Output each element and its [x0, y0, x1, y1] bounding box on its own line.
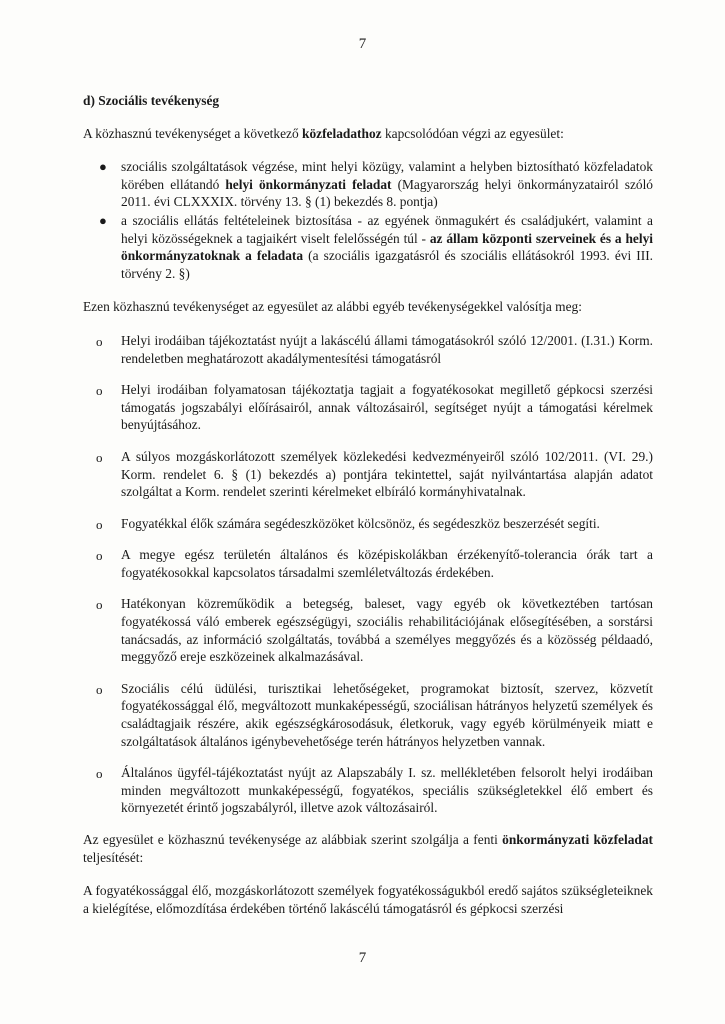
list-item-text: A megye egész területén általános és középiskolákban érzékenyítő-tolerancia órák tart a fogyatékosokkal kapcsolatos társadalmi szemléletváltozás érdekében. [121, 547, 653, 580]
circle-bullet-icon: o [96, 597, 103, 613]
mid-paragraph: Ezen közhasznú tevékenységet az egyesület az alábbi egyéb tevékenységekkel valósítja meg: [83, 299, 582, 315]
final-paragraph: A fogyatékossággal élő, mozgáskorlátozott személyek fogyatékosságukból eredő sajátos szükségleteiknek a kielégítése, előmozdítása érdekében történő lakáscélú támogatásról és gépkocsi szerzési [83, 883, 653, 916]
bullet-text-end: (Magyarország helyi önkormányzatairól szóló 2011. évi CLXXXIX. törvény 13. § (1) bekezdés 8. pontja) [121, 176, 654, 210]
closing-bold: önkormányzati közfeladat [502, 832, 653, 847]
bullet-list [83, 158, 653, 282]
circle-bullet-icon: o [96, 449, 103, 465]
bullet-dot-icon: ● [99, 159, 107, 175]
list-item-text: Helyi irodáiban folyamatosan tájékoztatja tagjait a fogyatékosokat megillető gépkocsi szerzési támogatás jogszabályi előírásairól, annak változásairól, segítséget nyújt a támogatási kérelmek benyújtásához. [121, 382, 653, 433]
closing-text: Az egyesület e közhasznú tevékenysége az alábbiak szerint szolgálja a fenti [83, 832, 503, 847]
list-item-text: Szociális célú üdülési, turisztikai lehetőségeket, programokat biztosít, szervez, közvetít fogyatékossággal élő, megváltozott munkaképességű, szociálisan hátrányos helyzetű személyek és családtagjaik részére, akik egészségkárosodásuk, életkoruk, vagy egyéb körülményeik miatt e szolgáltatások általános igénybevehetősége terén hátrányos helyzetben vannak. [121, 680, 653, 749]
bullet-item [83, 158, 653, 211]
document-body [83, 92, 653, 917]
bullet-text: szociális szolgáltatások végzése, mint helyi közügy, valamint a helyben biztosítható közfeladatok körében ellátandó [121, 159, 653, 192]
circle-bullet-icon: o [96, 333, 103, 349]
list-item [83, 595, 653, 665]
list-item-text: Hatékonyan közreműködik a betegség, baleset, vagy egyéb ok következtében tartósan fogyatékossá váló emberek egészségügyi, szociális rehabilitációjának elősegítésében, a sorstársi tanácsadás, az információ szolgáltatás, továbbá a személyes meggyőzés és a közösség példaadó, meggyőző ereje eszközeinek alkalmazásával. [121, 596, 653, 665]
list-item [83, 680, 653, 750]
list-item-text: A súlyos mozgáskorlátozott személyek közlekedési kedvezményeiről szóló 102/2011. (VI. 29.) Korm. rendelet 6. § (1) bekezdés a) pontjára tekintettel, saját nyilvántartása alapján adatot szolgáltat a Korm. rendelet szerinti kérelmeket elbíráló kormányhivatalnak. [121, 448, 653, 500]
bullet-bold: helyi önkormányzati feladat [225, 176, 392, 192]
bullet-text: a szociális ellátás feltételeinek biztosítása - az egyének önmagukért és családjukért, valamint a helyi közösségeknek a tagjaikért viselt felelősségén túl - [121, 212, 653, 246]
intro-bold: közfeladathoz [302, 125, 382, 141]
list-item [83, 764, 653, 817]
list-item [83, 448, 653, 501]
closing-paragraph [83, 831, 653, 866]
page-number-bottom: 7 [358, 950, 367, 966]
page-number-top: 7 [358, 36, 367, 52]
circle-bullet-icon: o [96, 516, 103, 532]
circle-bullet-icon: o [96, 383, 103, 399]
list-item [83, 546, 653, 581]
activity-list [83, 332, 653, 817]
bullet-bold: az állam központi szerveinek és a helyi önkormányzatoknak a feladata [121, 230, 653, 264]
bullet-item [83, 212, 653, 282]
circle-bullet-icon: o [96, 681, 103, 697]
list-item [83, 381, 653, 434]
intro-paragraph [83, 125, 653, 143]
list-item [83, 332, 653, 367]
intro-text: A közhasznú tevékenységet a következő [83, 125, 303, 141]
section-heading: d) Szociális tevékenység [83, 93, 220, 108]
intro-text-end: kapcsolódóan végzi az egyesület: [381, 125, 564, 141]
circle-bullet-icon: o [96, 766, 103, 782]
list-item-text: Helyi irodáiban tájékoztatást nyújt a lakáscélú állami támogatásokról szóló 12/2001. (I.31.) Korm. rendeletben meghatározott akadálymentesítési támogatásról [121, 332, 653, 366]
list-item-text: Fogyatékkal élők számára segédeszközöket kölcsönöz, és segédeszköz beszerzését segíti. [121, 515, 600, 531]
closing-text-end: teljesítését: [83, 849, 144, 865]
bullet-text-end: (a szociális igazgatásról és szociális ellátásokról 1993. évi III. törvény 2. §) [121, 248, 653, 281]
list-item-text: Általános ügyfél-tájékoztatást nyújt az Alapszabály I. sz. mellékletében felsorolt helyi irodáiban minden megváltozott munkaképességű, fogyatékos, speciális szükségletekkel élő embert és környezetét érintő jogszabályról, illetve azok változásairól. [121, 765, 653, 816]
bullet-dot-icon: ● [99, 212, 107, 228]
circle-bullet-icon: o [96, 548, 103, 564]
list-item [83, 515, 653, 533]
